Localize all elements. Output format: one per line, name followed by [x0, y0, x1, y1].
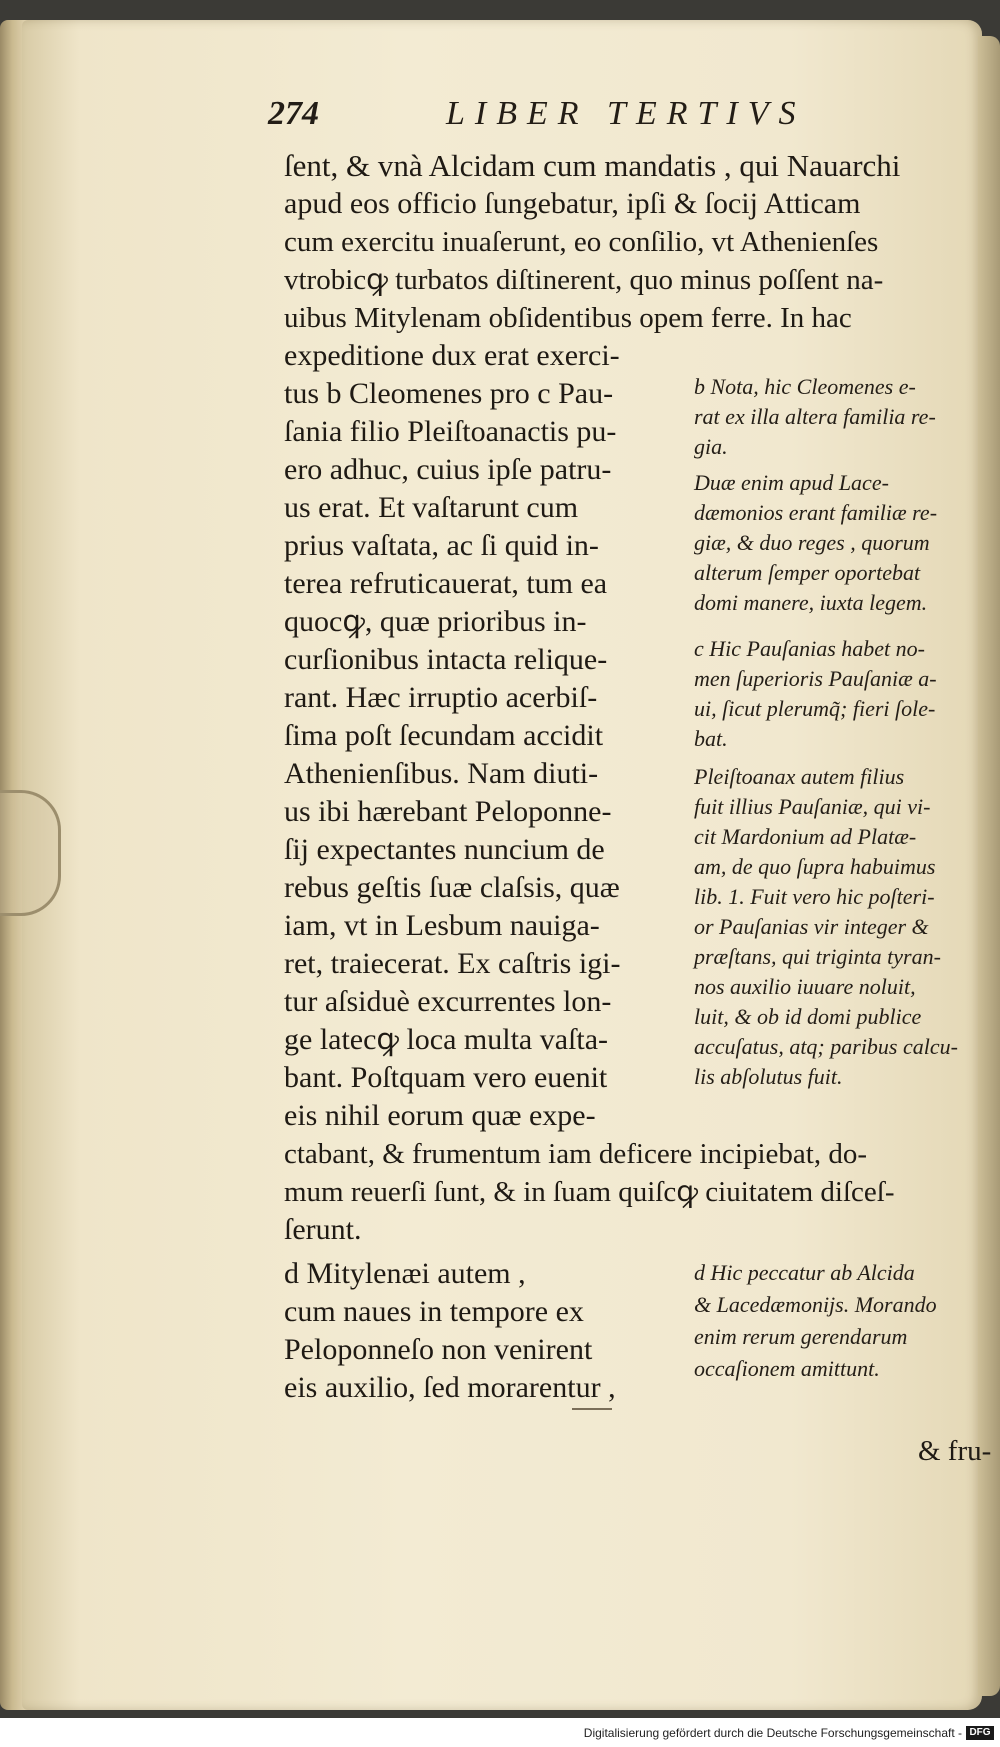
- note-line: præſtans, qui triginta tyran-: [694, 944, 941, 969]
- note-line: lis abſolutus fuit.: [694, 1064, 843, 1089]
- text-line: eis auxilio, ſed morarentur ,: [284, 1371, 616, 1404]
- text-line: d Mitylenæi autem ,: [284, 1257, 526, 1290]
- text-line: ſerunt.: [284, 1213, 362, 1246]
- text-line: iam, vt in Lesbum nauiga-: [284, 909, 600, 942]
- note-line: domi manere, iuxta legem.: [694, 590, 928, 615]
- text-line: tus b Cleomenes pro c Pau-: [284, 377, 614, 410]
- note-line: men ſuperioris Pauſaniæ a-: [694, 666, 937, 691]
- text-line: ero adhuc, cuius ipſe patru-: [284, 453, 612, 486]
- text-line: vtrobicꝙ turbatos diſtinerent, quo minus poſſent na-: [284, 264, 884, 296]
- note-line: enim rerum gerendarum: [694, 1324, 908, 1349]
- note-line: Duæ enim apud Lace-: [694, 470, 889, 495]
- text-line: ſij expectantes nuncium de: [284, 833, 605, 866]
- note-line: cit Mardonium ad Platæ-: [694, 824, 917, 849]
- text-line: tur aſsiduè excurrentes lon-: [284, 985, 612, 1018]
- note-line: fuit illius Pauſaniæ, qui vi-: [694, 794, 931, 819]
- note-line: rat ex illa altera familia re-: [694, 404, 936, 429]
- text-line: prius vaſtata, ac ſi quid in-: [284, 529, 599, 562]
- dfg-logo: DFG: [966, 1726, 994, 1740]
- text-line: us erat. Et vaſtarunt cum: [284, 491, 579, 524]
- note-line: gia.: [694, 434, 728, 459]
- note-line: bat.: [694, 726, 728, 751]
- note-line: dæmonios erant familiæ re-: [694, 500, 938, 525]
- note-line: nos auxilio iuuare noluit,: [694, 974, 916, 999]
- text-line: ge latecꝙ loca multa vaſta-: [284, 1023, 609, 1056]
- note-line: occaſionem amittunt.: [694, 1356, 880, 1381]
- note-line: b Nota, hic Cleomenes e-: [694, 374, 916, 399]
- note-line: alterum ſemper oportebat: [694, 560, 921, 585]
- catchword: & fru-: [918, 1435, 992, 1467]
- note-line: Pleiſtoanax autem filius: [694, 764, 905, 789]
- note-line: am, de quo ſupra habuimus: [694, 854, 936, 879]
- text-line: cum exercitu inuaſerunt, eo conſilio, vt Athenienſes: [284, 226, 879, 258]
- text-line: ſania filio Pleiſtoanactis pu-: [284, 415, 617, 448]
- page-number: 274: [268, 95, 319, 132]
- text-line: uibus Mitylenam obſidentibus opem ferre. In hac: [284, 302, 852, 334]
- text-line: mum reuerſi ſunt, & in ſuam quiſcꝙ ciuitatem diſceſ-: [284, 1176, 895, 1208]
- text-line: rebus geſtis ſuæ claſsis, quæ: [284, 871, 620, 904]
- text-line: curſionibus intacta relique-: [284, 643, 608, 676]
- book-clasp: [0, 790, 61, 916]
- note-line: d Hic peccatur ab Alcida: [694, 1260, 915, 1285]
- note-line: giæ, & duo reges , quorum: [694, 530, 930, 555]
- page-header: [268, 95, 828, 145]
- text-line: Athenienſibus. Nam diuti-: [284, 757, 599, 790]
- note-line: or Pauſanias vir integer &: [694, 914, 929, 939]
- footer-credit: Digitalisierung gefördert durch die Deutsche Forschungsgemeinschaft -: [583, 1726, 962, 1740]
- text-line: ſima poſt ſecundam accidit: [284, 719, 604, 752]
- text-line: apud eos officio ſungebatur, ipſi & ſocij Atticam: [284, 187, 861, 220]
- note-line: c Hic Pauſanias habet no-: [694, 636, 925, 661]
- note-line: ui, ſicut plerumq̃; fieri ſole-: [694, 696, 936, 721]
- text-line: us ibi hærebant Peloponne-: [284, 795, 612, 828]
- text-line: quocꝙ, quæ prioribus in-: [284, 605, 587, 638]
- note-line: lib. 1. Fuit vero hic poſteri-: [694, 884, 935, 909]
- printer-rule-mark: [572, 1408, 612, 1410]
- text-line: ret, traiecerat. Ex caſtris igi-: [284, 947, 621, 980]
- note-line: luit, & ob id domi publice: [694, 1004, 922, 1029]
- text-line: bant. Poſtquam vero euenit: [284, 1061, 608, 1094]
- text-line: ctabant, & frumentum iam deficere incipiebat, do-: [284, 1138, 867, 1170]
- note-line: accuſatus, atq; paribus calcu-: [694, 1034, 958, 1059]
- text-line: Peloponneſo non venirent: [284, 1333, 593, 1366]
- note-line: & Lacedæmonijs. Morando: [694, 1292, 937, 1317]
- text-line: expeditione dux erat exerci-: [284, 339, 620, 372]
- text-line: terea refruticauerat, tum ea: [284, 567, 608, 600]
- text-line: cum naues in tempore ex: [284, 1295, 584, 1328]
- text-line: eis nihil eorum quæ expe-: [284, 1099, 596, 1132]
- text-line: ſent, & vnà Alcidam cum mandatis , qui Nauarchi: [284, 148, 901, 183]
- running-title: LIBER TERTIVS: [446, 95, 806, 132]
- text-line: rant. Hæc irruptio acerbiſ-: [284, 681, 598, 714]
